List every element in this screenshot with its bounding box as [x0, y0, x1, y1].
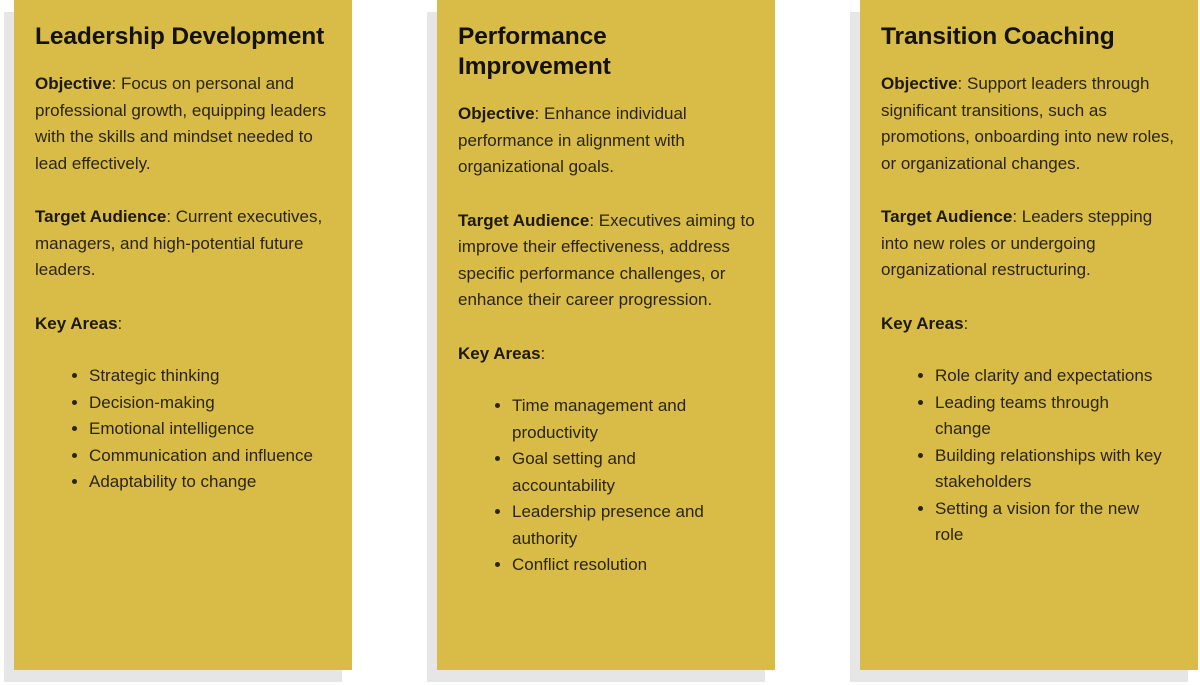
- list-item: • Conflict resolution: [512, 552, 715, 579]
- objective-text: : Support leaders through significant transitions, such as promotions, onboarding into new roles, or organizational changes.: [881, 74, 1174, 173]
- card-body: [860, 0, 1198, 670]
- card-body: [14, 0, 352, 670]
- list-item: • Goal setting and accountability: [512, 446, 715, 499]
- key-areas-heading: [881, 311, 1178, 338]
- key-areas-colon: :: [117, 313, 123, 333]
- key-areas-label: Key Areas: [35, 313, 118, 333]
- card-body: [437, 0, 775, 670]
- objective-paragraph: [35, 71, 332, 177]
- key-areas-list: [881, 363, 1178, 549]
- key-areas-heading: [35, 311, 332, 338]
- list-item: • Communication and influence: [89, 443, 332, 470]
- target-audience-label: Target Audience: [458, 210, 590, 230]
- target-audience-paragraph: [35, 204, 332, 284]
- objective-text: : Focus on personal and professional growth, equipping leaders with the skills and mindset needed to lead effectively.: [35, 74, 327, 173]
- objective-paragraph: [458, 101, 755, 181]
- list-item: • Role clarity and expectations: [935, 363, 1178, 390]
- card-performance-improvement: [437, 0, 775, 670]
- objective-label: Objective: [35, 74, 112, 93]
- list-item: • Emotional intelligence: [89, 416, 332, 443]
- objective-paragraph: [881, 71, 1178, 177]
- key-areas-colon: :: [963, 313, 969, 333]
- key-areas-label: Key Areas: [458, 343, 541, 363]
- list-item: • Decision-making: [89, 390, 332, 417]
- key-areas-list: [35, 363, 332, 496]
- target-audience-label: Target Audience: [35, 207, 167, 226]
- list-item: • Setting a vision for the new role: [935, 496, 1178, 549]
- key-areas-label: Key Areas: [881, 313, 964, 333]
- list-item: • Adaptability to change: [89, 469, 332, 496]
- list-item: • Building relationships with key stakeholders: [935, 443, 1178, 496]
- objective-label: Objective: [881, 74, 958, 93]
- target-audience-text: : Current executives, managers, and high-potential future leaders.: [35, 207, 323, 279]
- key-areas-heading: [458, 341, 755, 368]
- objective-label: Objective: [458, 104, 535, 123]
- objective-text: : Enhance individual performance in alignment with organizational goals.: [458, 104, 687, 176]
- target-audience-paragraph: [458, 208, 755, 314]
- target-audience-paragraph: [881, 204, 1178, 284]
- card-title: Performance Improvement: [458, 23, 611, 80]
- card-title: Transition Coaching: [881, 23, 1115, 50]
- card-title: Leadership Development: [35, 23, 325, 50]
- target-audience-label: Target Audience: [881, 207, 1013, 226]
- card-leadership-development: [14, 0, 352, 670]
- list-item: • Leadership presence and authority: [512, 499, 715, 552]
- key-areas-list: [458, 393, 755, 579]
- target-audience-text: : Executives aiming to improve their effectiveness, address specific performance challenges, or enhance their career progression.: [458, 210, 755, 309]
- list-item: • Time management and productivity: [512, 393, 715, 446]
- list-item: • Leading teams through change: [935, 390, 1178, 443]
- target-audience-text: : Leaders stepping into new roles or undergoing organizational restructuring.: [881, 207, 1153, 279]
- card-transition-coaching: [860, 0, 1198, 670]
- key-areas-colon: :: [540, 343, 546, 363]
- list-item: • Strategic thinking: [89, 363, 332, 390]
